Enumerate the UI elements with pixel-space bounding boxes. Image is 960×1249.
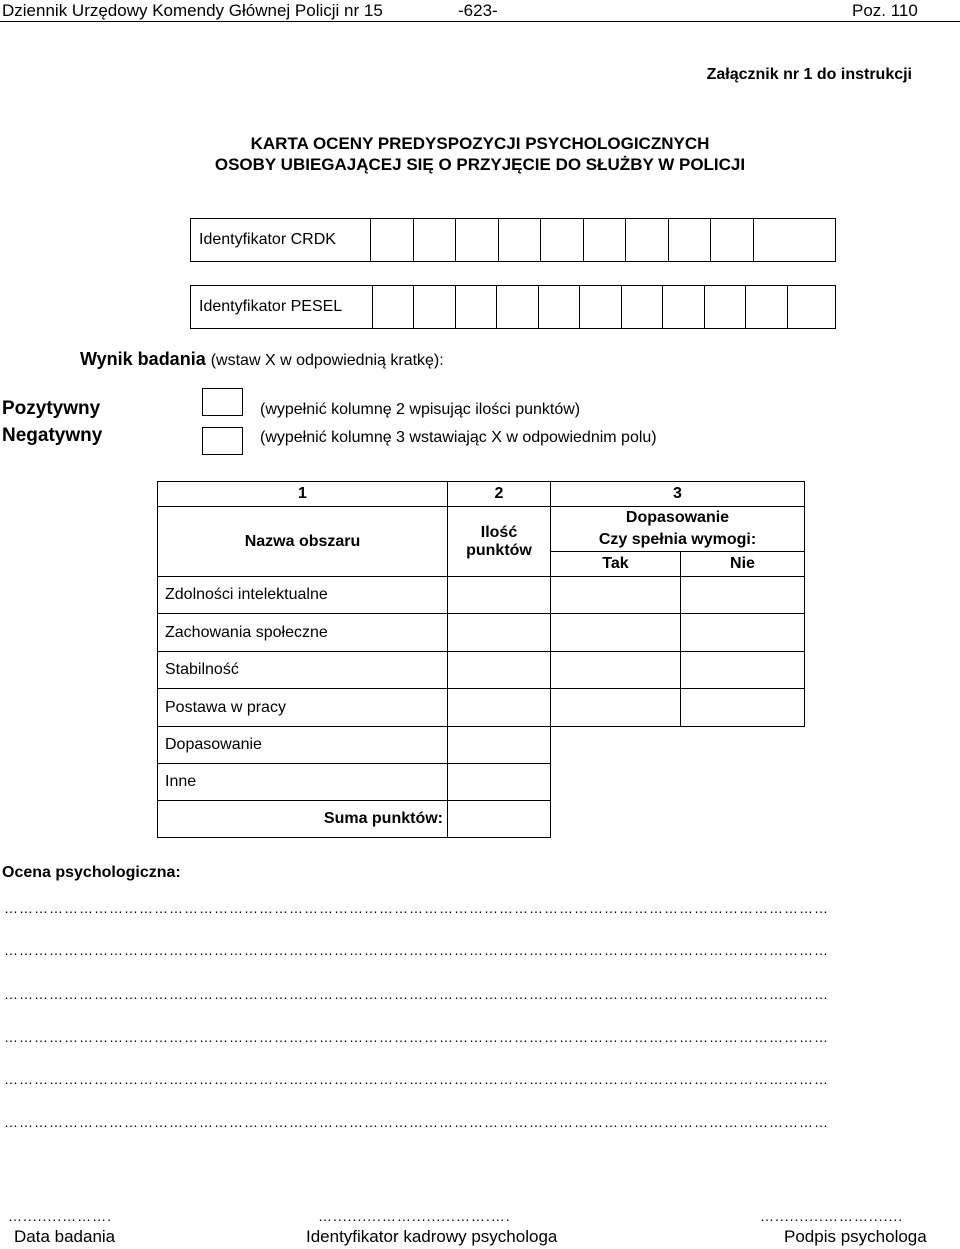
header-rule xyxy=(0,21,960,22)
points-cell[interactable] xyxy=(448,577,551,614)
fit-yes-cell[interactable] xyxy=(551,689,681,727)
pesel-cell[interactable] xyxy=(746,286,788,328)
pesel-cell[interactable] xyxy=(456,286,497,328)
result-heading-label: Wynik badania xyxy=(80,349,206,369)
assessment-label: Ocena psychologiczna: xyxy=(2,864,181,881)
pesel-cell[interactable] xyxy=(622,286,663,328)
area-row-label: Zachowania społeczne xyxy=(158,614,448,652)
points-cell[interactable] xyxy=(448,727,551,764)
assessment-table xyxy=(157,481,805,838)
points-header-line2: punktów xyxy=(466,541,532,559)
area-row-label: Zdolności intelektualne xyxy=(158,577,448,614)
column-number-2: 2 xyxy=(448,482,551,507)
crdk-cell[interactable] xyxy=(754,219,835,261)
negative-checkbox[interactable] xyxy=(202,427,243,455)
page-number: -623- xyxy=(458,1,498,20)
fit-yes-cell[interactable] xyxy=(551,652,681,689)
document-title-line1: KARTA OCENY PREDYSPOZYCJI PSYCHOLOGICZNYCH xyxy=(250,134,710,153)
negative-label: Negatywny xyxy=(2,425,103,446)
assessment-line[interactable]: ………………………………………………………………………………………………………………………………………………… xyxy=(4,900,829,916)
pesel-cell[interactable] xyxy=(539,286,580,328)
psychologist-id-label: Identyfikator kadrowy psychologa xyxy=(306,1227,558,1246)
area-row-label: Stabilność xyxy=(158,652,448,689)
crdk-cell[interactable] xyxy=(669,219,711,261)
sum-label: Suma punktów: xyxy=(158,801,448,838)
negative-description: (wypełnić kolumnę 3 wstawiając X w odpowiednim polu) xyxy=(260,429,657,446)
fit-header-line2: Czy spełnia wymogi: xyxy=(598,531,757,548)
fit-header-line1: Dopasowanie xyxy=(625,509,730,526)
crdk-cell[interactable] xyxy=(499,219,541,261)
pesel-cell[interactable] xyxy=(497,286,539,328)
crdk-cell[interactable] xyxy=(371,219,414,261)
fit-header xyxy=(551,507,805,552)
pesel-cell[interactable] xyxy=(705,286,746,328)
positive-checkbox[interactable] xyxy=(202,388,243,416)
assessment-line[interactable]: ………………………………………………………………………………………………………………………………………………… xyxy=(4,942,829,958)
fit-yes-cell[interactable] xyxy=(551,614,681,652)
assessment-line[interactable]: ………………………………………………………………………………………………………………………………………………… xyxy=(4,986,829,1002)
assessment-line[interactable]: ………………………………………………………………………………………………………………………………………………… xyxy=(4,1071,829,1087)
sum-cell[interactable] xyxy=(448,801,551,838)
positive-label: Pozytywny xyxy=(2,398,101,419)
fit-no-cell[interactable] xyxy=(681,689,805,727)
column-number-1: 1 xyxy=(158,482,448,507)
signature-line[interactable]: …..........………....... xyxy=(760,1208,904,1224)
area-row-label: Inne xyxy=(158,764,448,801)
fit-yes-cell[interactable] xyxy=(551,577,681,614)
document-title-line2: OSOBY UBIEGAJĄCEJ SIĘ O PRZYJĘCIE DO SŁUŻBY W POLICJI xyxy=(214,155,746,174)
date-label: Data badania xyxy=(14,1227,116,1246)
points-cell[interactable] xyxy=(448,652,551,689)
pesel-cell[interactable] xyxy=(580,286,622,328)
points-cell[interactable] xyxy=(448,764,551,801)
publication-title: Dziennik Urzędowy Komendy Głównej Policji nr 15 xyxy=(2,1,383,20)
crdk-cell[interactable] xyxy=(456,219,499,261)
crdk-identifier-box xyxy=(190,218,836,262)
result-heading xyxy=(80,349,444,370)
crdk-cell[interactable] xyxy=(711,219,754,261)
column-number-3: 3 xyxy=(551,482,805,507)
crdk-cell[interactable] xyxy=(584,219,626,261)
pesel-label: Identyfikator PESEL xyxy=(191,286,373,328)
result-instruction: (wstaw X w odpowiednią kratkę): xyxy=(210,352,444,369)
crdk-cell[interactable] xyxy=(626,219,669,261)
fit-yes-header: Tak xyxy=(551,552,681,577)
crdk-cell[interactable] xyxy=(414,219,456,261)
points-cell[interactable] xyxy=(448,614,551,652)
signature-label: Podpis psychologa xyxy=(784,1227,927,1246)
pesel-cell[interactable] xyxy=(373,286,414,328)
fit-no-cell[interactable] xyxy=(681,652,805,689)
annex-label: Załącznik nr 1 do instrukcji xyxy=(706,66,912,83)
psychologist-id-line[interactable]: …..........…….........…….…. xyxy=(318,1208,511,1224)
area-row-label: Postawa w pracy xyxy=(158,689,448,727)
assessment-line[interactable]: ………………………………………………………………………………………………………………………………………………… xyxy=(4,1029,829,1045)
pesel-cell[interactable] xyxy=(414,286,456,328)
crdk-label: Identyfikator CRDK xyxy=(191,219,371,261)
pesel-cell[interactable] xyxy=(663,286,705,328)
position-number: Poz. 110 xyxy=(852,1,918,20)
date-line[interactable]: …........………. xyxy=(8,1208,113,1224)
points-cell[interactable] xyxy=(448,689,551,727)
points-header xyxy=(448,507,551,577)
area-row-label: Dopasowanie xyxy=(158,727,448,764)
area-name-header: Nazwa obszaru xyxy=(158,507,448,577)
fit-no-cell[interactable] xyxy=(681,577,805,614)
points-header-line1: Ilość xyxy=(480,523,518,541)
fit-no-header: Nie xyxy=(681,552,805,577)
fit-no-cell[interactable] xyxy=(681,614,805,652)
positive-description: (wypełnić kolumnę 2 wpisując ilości punktów) xyxy=(260,401,581,418)
crdk-cell[interactable] xyxy=(541,219,584,261)
pesel-identifier-box xyxy=(190,285,836,329)
pesel-cell[interactable] xyxy=(788,286,835,328)
assessment-line[interactable]: ………………………………………………………………………………………………………………………………………………… xyxy=(4,1114,829,1130)
